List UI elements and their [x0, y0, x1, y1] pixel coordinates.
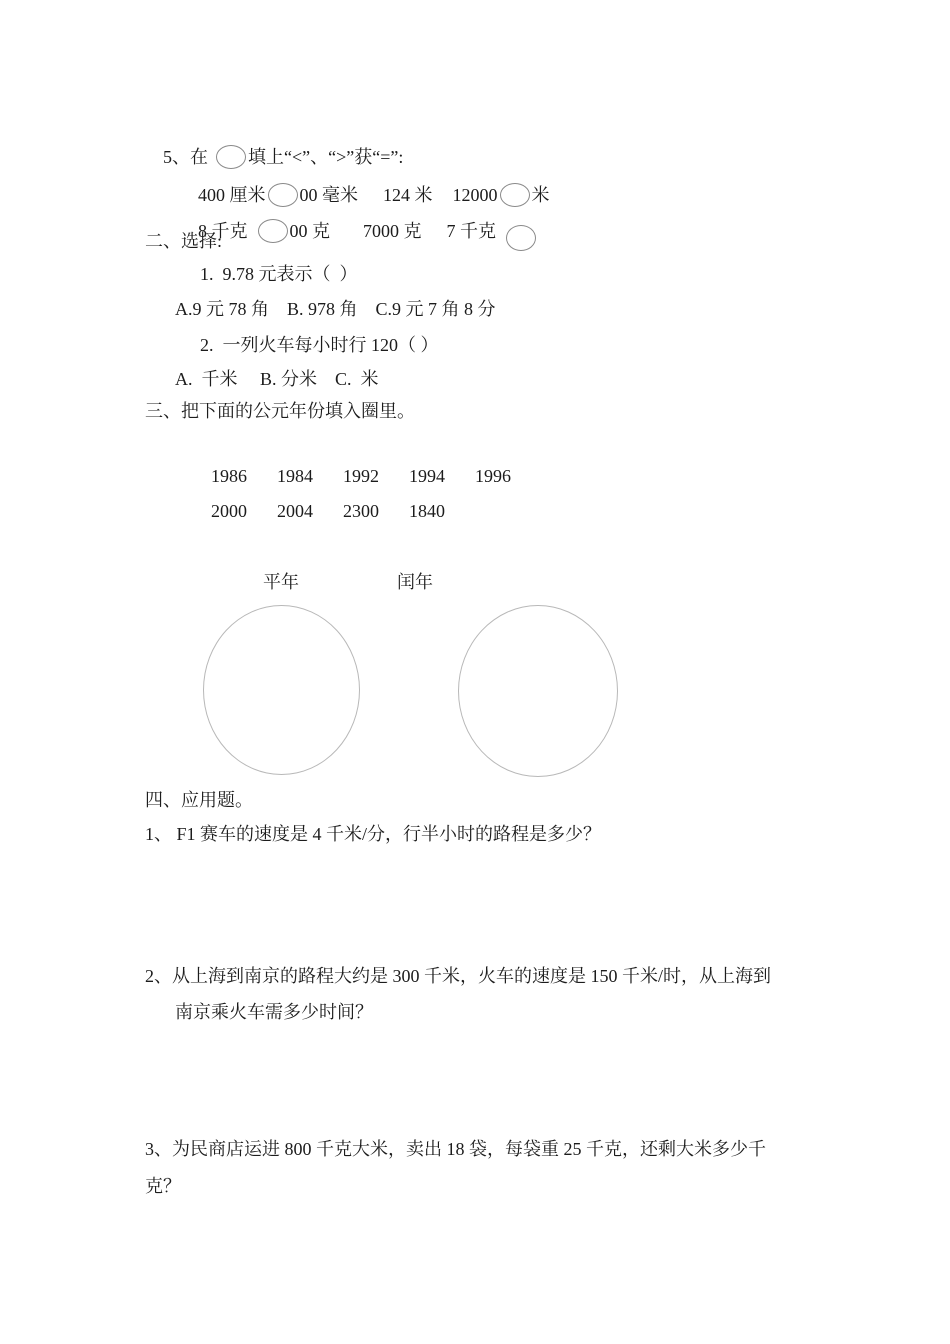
q5-row1-item3-left: 12000	[452, 185, 498, 205]
year-value: 2000	[211, 501, 247, 521]
q5-label: 5、在	[163, 147, 208, 167]
year-value: 1996	[475, 466, 511, 486]
q5-row1-left: 400 厘米	[198, 185, 266, 205]
section-2-title: 二、选择:	[145, 231, 223, 251]
year-value: 1986	[211, 466, 247, 486]
section2-question-2: 2. 一列火车每小时行 120（ ）	[200, 335, 439, 355]
year-value: 1840	[409, 501, 445, 521]
section2-question-1: 1. 9.78 元表示（ ）	[200, 264, 358, 284]
q5-row2-right: 00 克	[289, 221, 330, 241]
section4-question-3-line1: 3、为民商店运进 800 千克大米，卖出 18 袋，每袋重 25 千克，还剩大米多少千	[145, 1139, 766, 1159]
answer-circle	[258, 219, 288, 243]
years-row-2	[193, 472, 475, 550]
section4-question-2-line2: 南京乘火车需多少时间？	[175, 1002, 373, 1022]
q5-row2-item3: 7 千克	[446, 221, 496, 241]
leap-year-label: 闰年	[397, 572, 433, 592]
answer-circle	[506, 225, 536, 251]
section4-question-1: 1、 F1 赛车的速度是 4 千米/分，行半小时的路程是多少？	[145, 824, 602, 844]
year-value: 1992	[343, 466, 379, 486]
section-4-title: 四、应用题。	[145, 790, 253, 810]
section2-question-1-options: A.9 元 78 角 B. 978 角 C.9 元 7 角 8 分	[175, 299, 496, 319]
year-value: 2004	[277, 501, 313, 521]
common-year-circle	[203, 605, 360, 775]
year-value: 2300	[343, 501, 379, 521]
q5-row1-item3-right: 米	[531, 185, 550, 205]
common-year-label: 平年	[263, 572, 299, 592]
section4-question-2-line1: 2、从上海到南京的路程大约是 300 千米，火车的速度是 150 千米/时，从上海到	[145, 966, 771, 986]
q5-row1-item2: 124 米	[383, 185, 433, 205]
section2-question-2-options: A. 千米 B. 分米 C. 米	[175, 369, 379, 389]
section4-question-3-line2: 克？	[145, 1176, 181, 1196]
leap-year-circle	[458, 605, 618, 777]
section-3-title: 三、把下面的公元年份填入圈里。	[145, 401, 415, 421]
year-value: 1984	[277, 466, 313, 486]
q5-instruction: 填上“<”、“>”获“=”:	[248, 147, 404, 167]
year-value: 1994	[409, 466, 445, 486]
q5-row2-left: 8 千克	[198, 221, 248, 241]
q5-row1-right: 00 毫米	[299, 185, 358, 205]
q5-row2-item2: 7000 克	[363, 221, 422, 241]
